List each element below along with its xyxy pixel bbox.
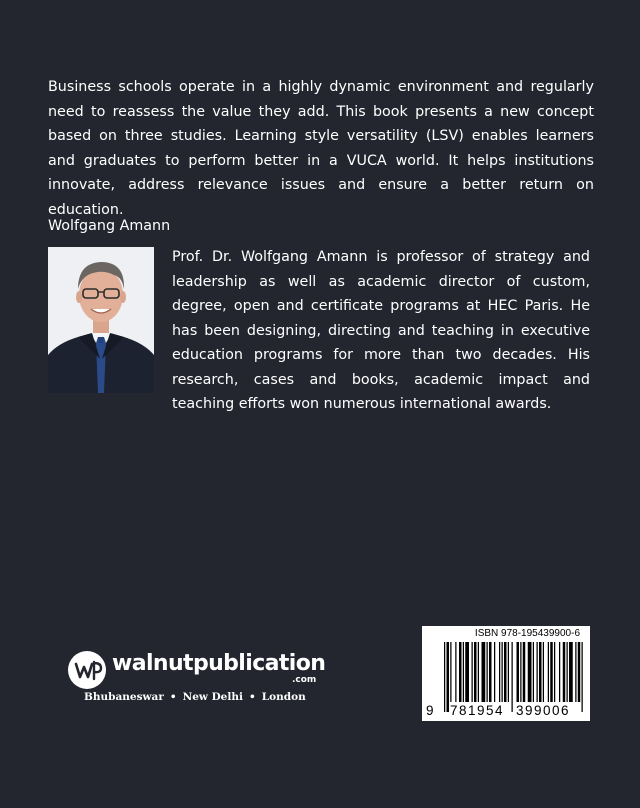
- barcode-bar: [533, 642, 534, 702]
- barcode-bar: [520, 642, 521, 702]
- barcode-bar: [508, 642, 509, 702]
- barcode-digits-right: 399006: [516, 703, 571, 718]
- barcode-bar: [489, 642, 492, 702]
- walnut-w-logo-icon: [68, 651, 106, 689]
- barcode-bar: [474, 642, 477, 702]
- barcode-digits-left: 781954: [450, 703, 505, 718]
- bullet-separator: •: [248, 691, 256, 703]
- author-photo: [48, 247, 154, 393]
- barcode-bar: [512, 642, 513, 712]
- barcode-bar: [455, 642, 456, 702]
- barcode-bar: [504, 642, 507, 702]
- barcode-bar: [472, 642, 473, 702]
- barcode-bar: [444, 642, 445, 712]
- barcode-bar: [554, 642, 555, 702]
- publisher-domain: .com: [292, 675, 317, 685]
- barcode-bar: [502, 642, 503, 702]
- author-portrait-icon: [48, 247, 154, 393]
- barcode-bar: [575, 642, 576, 702]
- isbn-label: ISBN 978-195439900-6: [474, 628, 580, 639]
- isbn-barcode: [422, 626, 590, 721]
- back-cover-blurb: Business schools operate in a highly dynamic environment and regularly need to reassess the value they add. This book presents a new concept based on three studies. Learning style versatility (LSV) enables learners and graduates to perform better in a VUCA world. It helps institutions innovate, address relevance issues and ensure a better return on education.: [48, 79, 594, 218]
- barcode-bar: [517, 642, 520, 702]
- author-name-heading: Wolfgang Amann: [48, 218, 171, 234]
- barcode-bar: [459, 642, 462, 702]
- barcode-bar: [567, 642, 568, 702]
- barcode-bar: [463, 642, 464, 702]
- barcode-bar: [582, 642, 583, 712]
- barcode-bar: [465, 642, 469, 702]
- barcode-bar: [478, 642, 479, 702]
- barcode-bar: [482, 642, 486, 702]
- barcode-bar: [447, 642, 450, 712]
- city-bhubaneswar: Bhubaneswar: [84, 691, 164, 703]
- barcode-bar: [548, 642, 549, 702]
- publisher-name: walnutpublication: [112, 651, 326, 676]
- barcode-bar: [528, 642, 532, 702]
- barcode-digit-first: 9: [426, 703, 436, 718]
- barcode-bar: [559, 642, 560, 702]
- publisher-block: [68, 645, 328, 705]
- barcode-bar: [539, 642, 542, 702]
- barcode-bar: [543, 642, 544, 702]
- bullet-separator: •: [169, 691, 177, 703]
- barcode-bar: [487, 642, 488, 702]
- barcode-bar: [578, 642, 581, 702]
- publisher-cities: [84, 691, 306, 703]
- barcode-bar: [499, 642, 500, 702]
- barcode-bar: [523, 642, 526, 702]
- barcode-bar: [537, 642, 538, 702]
- author-bio: Prof. Dr. Wolfgang Amann is professor of strategy and leadership as well as academic director of custom, degree, open and certificate programs at HEC Paris. He has been designing, directing and teaching in executive education programs for more than two decades. His research, cases and books, academic impact and teaching efforts won numerous international awards.: [172, 249, 590, 412]
- barcode-bar: [563, 642, 566, 702]
- barcode-bar: [569, 642, 573, 702]
- barcode-bar: [450, 642, 451, 702]
- city-london: London: [261, 691, 306, 703]
- barcode-bar: [550, 642, 553, 702]
- barcode-bar: [494, 642, 495, 702]
- city-new-delhi: New Delhi: [182, 691, 243, 703]
